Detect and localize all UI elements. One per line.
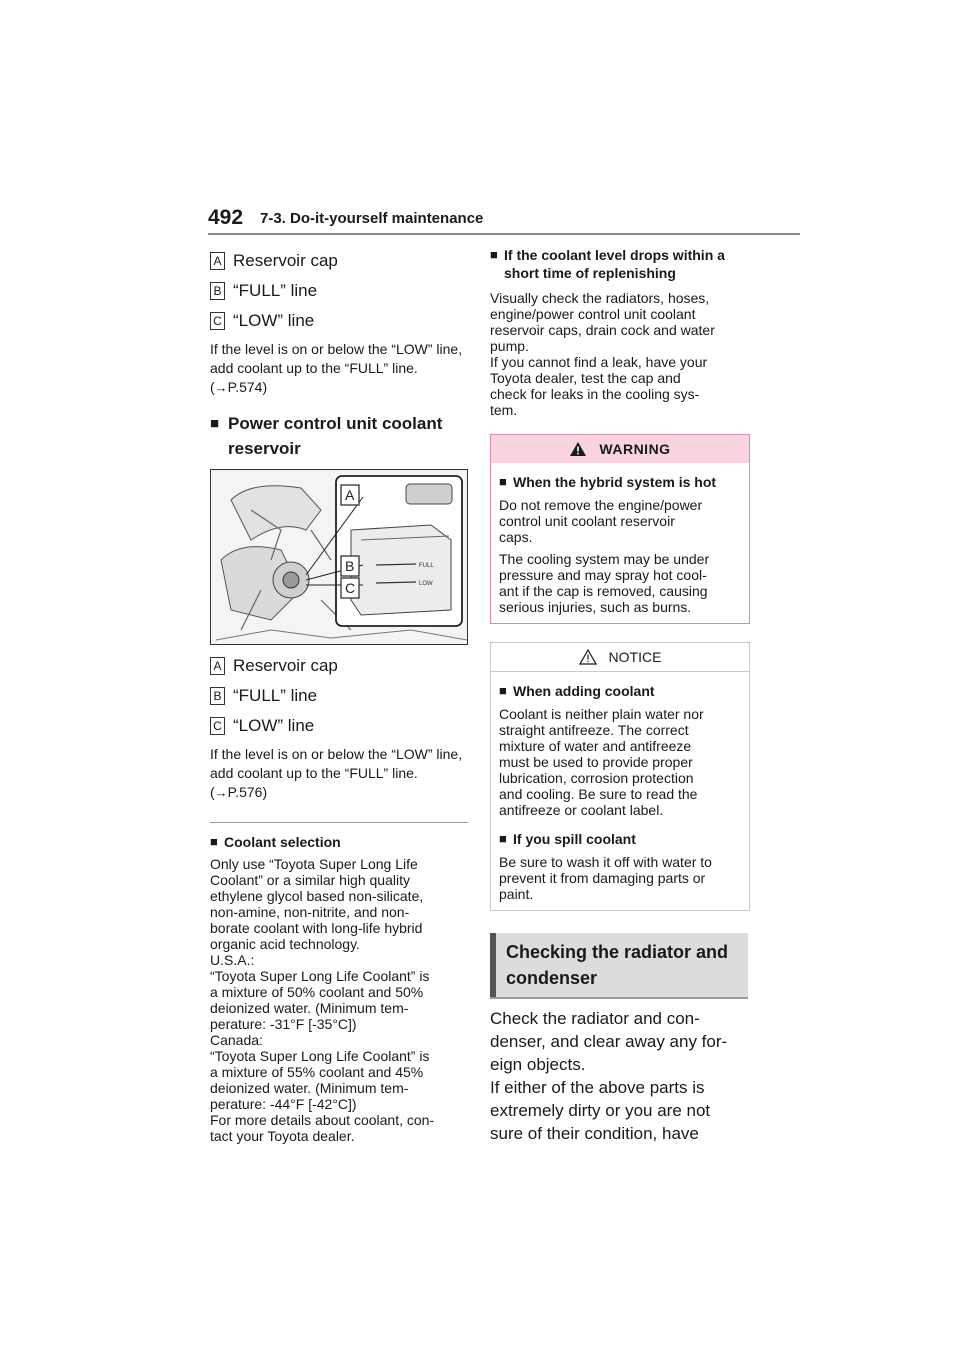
header-rule <box>208 233 800 235</box>
coolant-selection-heading: ■ Coolant selection <box>210 834 341 850</box>
pcu-heading: ■ Power control unit coolant reservoir <box>210 411 470 461</box>
legend-text: “LOW” line <box>233 311 315 330</box>
radiator-heading: Checking the radiator and condenser <box>490 933 748 997</box>
letter-box: B <box>210 282 225 300</box>
page-header <box>208 206 800 236</box>
warning-content <box>491 463 749 623</box>
level-note-2: If the level is on or below the “LOW” line, add coolant up to the “FULL” line. (→P.576) <box>210 746 463 800</box>
warning-box <box>490 434 750 624</box>
legend-text: “FULL” line <box>233 686 318 705</box>
notice-title: NOTICE <box>608 649 662 665</box>
legend-item <box>210 306 470 336</box>
heading-rule <box>490 997 748 999</box>
warning-triangle-icon <box>569 441 587 457</box>
letter-box: B <box>210 687 225 705</box>
low-mark-label: LOW <box>419 581 433 587</box>
arrow-icon: → <box>214 785 228 800</box>
warning-title: WARNING <box>599 441 671 457</box>
legend-list-2 <box>210 651 470 741</box>
figure-label-c: C <box>345 580 356 596</box>
legend-item <box>210 276 470 306</box>
full-mark-label: FULL <box>419 563 434 569</box>
legend-text: “FULL” line <box>233 281 318 300</box>
section-divider <box>210 822 468 823</box>
level-note-1: If the level is on or below the “LOW” line, add coolant up to the “FULL” line. (→P.574) <box>210 341 463 395</box>
page-link[interactable]: P.576) <box>227 784 268 800</box>
engine-bay-illustration <box>211 470 467 644</box>
reservoir-figure <box>210 469 468 645</box>
legend-text: Reservoir cap <box>233 251 338 270</box>
letter-box: A <box>210 252 225 270</box>
warning-paragraph-2: The cooling system may be under pressure and may spray hot cool- ant if the cap is removed, causing serious injuries, such as burns. <box>499 551 710 615</box>
page-number: 492 <box>208 206 244 229</box>
square-bullet-icon: ■ <box>210 834 218 849</box>
legend-item <box>210 711 470 741</box>
figure-label-a: A <box>345 487 355 503</box>
radiator-text: Check the radiator and con- denser, and clear away any for- eign objects. If either of the above parts is extremely dirty or you are not sure of their condition, have <box>490 1009 728 1143</box>
notice-content <box>491 672 749 910</box>
letter-box: C <box>210 717 225 735</box>
coolant-selection-text: Only use “Toyota Super Long Life Coolant” or a similar high quality ethylene glycol based non-silicate, non-amine, non-nitrite, and non- borate coolant with long-life hybrid organic acid technology. U.S.A.: “Toyota Super Long Life Coolant” is a mixture of 50% coolant and 50% deionized water. (Minimum tem- perature: -31°F [-35°C]) Canada: “Toyota Super Long Life Coolant” is a mixture of 55% coolant and 45% deionized water. (Minimum tem- perature: -44°F [-42°C]) For more details about coolant, con- tact your Toyota dealer. <box>210 856 435 1144</box>
square-bullet-icon: ■ <box>210 415 220 432</box>
right-column <box>490 246 752 1145</box>
warning-paragraph-1: Do not remove the engine/power control unit coolant reservoir caps. <box>499 497 703 545</box>
legend-item <box>210 681 470 711</box>
legend-text: “LOW” line <box>233 716 315 735</box>
letter-box: C <box>210 312 225 330</box>
notice-box <box>490 642 750 911</box>
coolant-drop-heading: ■ If the coolant level drops within a short time of replenishing <box>490 247 725 281</box>
section-title: 7-3. Do-it-yourself maintenance <box>260 210 484 227</box>
caution-triangle-icon <box>579 649 597 665</box>
figure-label-b: B <box>345 558 355 574</box>
square-bullet-icon: ■ <box>499 474 507 489</box>
legend-list-1 <box>210 246 470 336</box>
square-bullet-icon: ■ <box>490 247 498 262</box>
notice-title-bar <box>491 643 749 672</box>
legend-text: Reservoir cap <box>233 656 338 675</box>
warning-title-bar <box>491 435 749 463</box>
square-bullet-icon: ■ <box>499 831 507 846</box>
left-column <box>210 246 470 1144</box>
arrow-icon: → <box>214 380 228 395</box>
page-link[interactable]: P.574) <box>227 379 268 395</box>
legend-item <box>210 246 470 276</box>
legend-item <box>210 651 470 681</box>
notice-heading-2: ■ If you spill coolant <box>499 831 636 847</box>
coolant-drop-text: Visually check the radiators, hoses, engine/power control unit coolant reservoir caps, drain cock and water pump. If you cannot find a leak, have your Toyota dealer, test the cap and check for leaks in the cooling sys- tem. <box>490 290 715 418</box>
notice-paragraph-1: Coolant is neither plain water nor straight antifreeze. The correct mixture of water and antifreeze must be used to provide proper lubrication, corrosion protection and cooling. Be sure to read the antifreeze or coolant label. <box>499 706 704 818</box>
notice-paragraph-2: Be sure to wash it off with water to prevent it from damaging parts or paint. <box>499 854 712 902</box>
letter-box: A <box>210 657 225 675</box>
square-bullet-icon: ■ <box>499 683 507 698</box>
notice-heading-1: ■ When adding coolant <box>499 683 655 699</box>
warning-heading: ■ When the hybrid system is hot <box>499 474 717 490</box>
